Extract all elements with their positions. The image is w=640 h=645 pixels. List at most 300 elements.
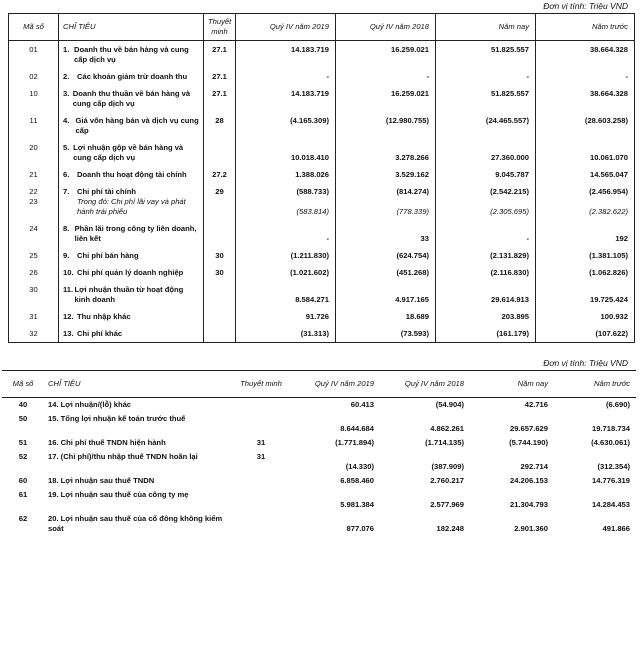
row-value [470,488,554,512]
row-label-line [63,143,199,163]
row-number: 6. [63,170,70,179]
row-code [9,139,59,166]
header-item: CHỈ TIÊU [59,14,204,41]
row-label-line [63,89,199,109]
row-value-main: 19.718.734 [591,424,630,433]
row-value-sub: (778.339) [396,207,429,216]
row-value [470,450,554,474]
row-value [554,488,636,512]
row-label [59,308,204,325]
row-value-main: 38.664.328 [589,45,628,54]
row-value [436,183,536,220]
row-value [290,412,380,436]
row-label-line [63,116,199,136]
row-label: 14. Lợi nhuận/(lỗ) khác [48,400,132,409]
row-value-main: (588.733) [296,187,329,196]
row-label [59,166,204,183]
row-value [336,183,436,220]
row-value-main: 4.917.165 [395,295,429,304]
row-value [436,220,536,247]
row-value-main: 51.825.557 [490,45,529,54]
row-code-value: 11 [29,116,38,125]
row-value-main: (2.456.954) [589,187,628,196]
row-value [236,85,336,112]
row-note [204,220,236,247]
row-value-main: (2.116.830) [490,268,529,277]
row-value-main: 10.061.070 [589,153,628,162]
row-value-main: 491.866 [602,524,630,533]
row-code [9,183,59,220]
row-code [9,166,59,183]
header-prev-year: Năm trước [536,14,635,41]
row-value [536,281,635,308]
unit-label-top: Đơn vị tính: Triệu VND [543,1,628,11]
row-value [236,325,336,343]
row-value-main: (24.465.557) [485,116,529,125]
row-label-line [63,170,199,180]
row-value [554,474,636,488]
row-value [290,488,380,512]
row-note: 27.1 [204,41,236,69]
row-note [232,488,290,512]
row-value [236,166,336,183]
row-label-line [63,187,199,197]
table-row [9,139,635,166]
row-label [59,264,204,281]
row-number: 8. [63,224,70,233]
row-label [59,220,204,247]
row-note: 30 [204,264,236,281]
row-label-text: Chi phí bán hàng [77,251,139,260]
row-value-main: (1.211.830) [290,251,329,260]
row-value-main: 2.577.969 [430,500,464,509]
row-code-value: 20 [29,143,38,152]
row-value [536,68,635,85]
row-value-main: (814.274) [396,187,429,196]
table-row [9,281,635,308]
row-value [236,41,336,69]
row-value-main: 877.076 [346,524,374,533]
row-note: 30 [204,247,236,264]
row-value [336,139,436,166]
row-label: 16. Chi phí thuế TNDN hiện hành [48,438,166,447]
row-number: 3. [63,89,70,98]
row-code: 40 [18,400,28,409]
header-note: Thuyết minh [204,14,236,41]
row-value [470,436,554,450]
row-value-main: 292.714 [520,462,548,471]
table-row [2,512,636,536]
row-value [236,247,336,264]
row-value [554,512,636,536]
row-label-line [63,72,199,82]
row-value [380,436,470,450]
row-value [436,85,536,112]
table-row [9,220,635,247]
table-row [9,264,635,281]
row-value-main: (31.313) [300,329,329,338]
row-code [9,85,59,112]
row-value [536,112,635,139]
row-value [536,85,635,112]
row-code [9,281,59,308]
row-number: 11. [63,285,74,294]
row-label-text: Doanh thu về bán hàng và cung cấp dịch vụ [74,45,189,64]
row-label-text: Thu nhập khác [77,312,131,321]
row-code: 50 [18,414,28,423]
row-label-line [63,329,199,339]
row-code: 51 [18,438,28,447]
table-row [9,308,635,325]
row-value [336,264,436,281]
row-code-value: 24 [29,224,38,233]
row-value-main: - [526,72,529,81]
row-number: 13. [63,329,74,338]
table-row [2,488,636,512]
row-note [232,412,290,436]
row-value-main: 6.858.460 [340,476,374,485]
row-value [536,247,635,264]
row-label: 20. Lợi nhuận sau thuế của cổ đông không kiểm soát [48,514,223,533]
unit-label-bottom: Đơn vị tính: Triệu VND [543,358,628,368]
row-value-main: 1.388.026 [295,170,329,179]
row-note: 27.1 [204,85,236,112]
table-row [9,41,635,69]
row-code-value: 01 [29,45,38,54]
row-label [59,41,204,69]
row-value [380,412,470,436]
row-note: 29 [204,183,236,220]
row-label: 19. Lợi nhuận sau thuế của công ty mẹ [48,490,189,499]
row-code: 61 [18,490,28,499]
row-code [9,308,59,325]
row-value-main: 38.664.328 [589,89,628,98]
row-code-value: 31 [29,312,38,321]
row-value [470,398,554,413]
row-value [336,85,436,112]
row-value [436,281,536,308]
row-value [380,512,470,536]
row-value-main: - [625,72,628,81]
row-value [336,112,436,139]
row-value-main: 8.644.684 [340,424,374,433]
row-value-main: (4.630.061) [591,438,630,447]
row-value [536,308,635,325]
row-label-text: Các khoản giảm trừ doanh thu [77,72,188,81]
row-value-main: 3.529.162 [395,170,429,179]
row-code [9,325,59,343]
row-value [536,220,635,247]
row-code-value: 32 [29,329,38,338]
row-value-main: (5.744.190) [509,438,548,447]
row-value [336,281,436,308]
row-note: 27.1 [204,68,236,85]
row-code [9,220,59,247]
row-code [9,41,59,69]
row-value [236,264,336,281]
row-value-main: 51.825.557 [490,89,529,98]
row-code-value: 21 [29,170,38,179]
row-value-main: 4.862.261 [430,424,464,433]
header-note: Thuyết minh [232,371,290,398]
row-value-main: 14.183.719 [290,89,329,98]
row-code: 62 [18,514,28,523]
row-value [336,325,436,343]
row-value [380,474,470,488]
row-number: 5. [63,143,70,152]
table-row [9,247,635,264]
header-q4-2019: Quý IV năm 2019 [236,14,336,41]
row-value [336,166,436,183]
row-label: 17. (Chi phí)/thu nhập thuế TNDN hoãn lại [48,452,198,461]
row-value-sub: (2.382.622) [589,207,628,216]
row-value [290,436,380,450]
row-value [436,112,536,139]
row-value [236,112,336,139]
row-value-main: (73.593) [400,329,429,338]
row-value [380,488,470,512]
row-value-main: 3.278.266 [395,153,429,162]
row-label [59,68,204,85]
row-note: 31 [256,452,266,461]
row-label [59,325,204,343]
row-value-main: 18.689 [405,312,429,321]
table-row [9,85,635,112]
row-note [204,325,236,343]
row-label-text: Doanh thu hoạt động tài chính [77,170,187,179]
row-label-line [63,45,199,65]
row-value-main: (387.909) [431,462,464,471]
row-value [380,450,470,474]
row-code-value: 10 [29,89,38,98]
row-note [232,398,290,413]
row-label-line [63,251,199,261]
row-note [232,512,290,536]
row-number: 10. [63,268,74,277]
row-value-main: (2.542.215) [490,187,529,196]
table-header-row [9,14,635,41]
row-value [470,512,554,536]
header-code: Mã số [2,371,44,398]
row-value [536,183,635,220]
row-note [204,308,236,325]
row-value-main: (1.714.135) [425,438,464,447]
row-value-main: - [426,72,429,81]
row-value-main: 9.045.787 [495,170,529,179]
row-value [436,139,536,166]
row-code-value: 22 [29,187,38,196]
row-value-main: 27.360.000 [490,153,529,162]
header-code: Mã số [9,14,59,41]
row-value [554,450,636,474]
row-note [232,474,290,488]
row-value [236,281,336,308]
row-value-main: (1.021.602) [290,268,329,277]
row-value [290,450,380,474]
row-number: 2. [63,72,70,81]
table-row [9,325,635,343]
row-value-main: 14.565.047 [589,170,628,179]
row-label [59,85,204,112]
row-label-line [63,285,199,305]
row-value-main: (14.330) [345,462,374,471]
row-code-value: 26 [29,268,38,277]
table-header-row [2,371,636,398]
row-value-main: (2.131.829) [490,251,529,260]
header-this-year: Năm nay [436,14,536,41]
row-label [59,247,204,264]
row-value [436,247,536,264]
row-value-main: 33 [420,234,429,243]
row-value-main: 2.901.360 [514,524,548,533]
row-value-main: (12.980.755) [385,116,429,125]
row-value [290,512,380,536]
row-value-sub: (2.305.695) [490,207,529,216]
row-value-main: (28.603.258) [584,116,628,125]
row-value [554,398,636,413]
row-label-text: Chi phí quản lý doanh nghiệp [77,268,184,277]
row-code: 60 [18,476,28,485]
header-q4-2018: Quý IV năm 2018 [380,371,470,398]
header-prev-year: Năm trước [554,371,636,398]
row-value-main: 5.981.384 [340,500,374,509]
row-value [336,308,436,325]
row-value-main: (54.904) [435,400,464,409]
row-value-main: 91.726 [305,312,329,321]
row-number: 1. [63,45,70,54]
row-code-value: 25 [29,251,38,260]
row-value-main: 192 [615,234,628,243]
row-value-main: 203.895 [501,312,529,321]
row-value-main: 42.716 [524,400,548,409]
row-label: 18. Lợi nhuận sau thuế TNDN [48,476,155,485]
row-code-value: 30 [29,285,38,294]
row-value [236,308,336,325]
row-value-main: 182.248 [436,524,464,533]
row-value [554,412,636,436]
row-number: 7. [63,187,70,196]
row-value [470,412,554,436]
header-q4-2018: Quý IV năm 2018 [336,14,436,41]
table-row [2,436,636,450]
row-value-main: (6.690) [605,400,630,409]
row-code-sub-value: 23 [29,197,38,206]
row-label [59,281,204,308]
row-label-line [63,224,199,244]
row-value-main: 29.657.629 [509,424,548,433]
row-value [436,41,536,69]
row-value-main: 60.413 [350,400,374,409]
row-label [59,183,204,220]
income-statement-table-1 [8,13,635,343]
row-value [336,68,436,85]
row-value [536,166,635,183]
row-label-text: Chi phí khác [77,329,123,338]
row-value [236,183,336,220]
header-q4-2019: Quý IV năm 2019 [290,371,380,398]
row-value-main: 10.018.410 [290,153,329,162]
row-value [436,308,536,325]
row-code [9,247,59,264]
row-value-main: (1.062.826) [589,268,628,277]
row-value-main: - [326,234,329,243]
row-number: 4. [63,116,70,125]
income-statement-table-2 [2,370,636,536]
row-note [204,281,236,308]
row-label-text: Phần lãi trong công ty liên doanh, liên kết [74,224,197,243]
table-row [9,183,635,220]
row-value-main: (1.381.105) [589,251,628,260]
row-code-value: 02 [29,72,38,81]
row-label: 15. Tổng lợi nhuận kế toán trước thuế [48,414,186,423]
header-this-year: Năm nay [470,371,554,398]
row-value [536,325,635,343]
row-sublabel: Trong đó: Chi phí lãi vay và phát hành trái phiếu [77,197,186,216]
row-label-text: Chi phí tài chính [77,187,137,196]
row-value-sub: (583.814) [296,207,329,216]
row-value-main: 2.760.217 [430,476,464,485]
row-value-main: (4.165.309) [290,116,329,125]
row-value-main: 24.206.153 [509,476,548,485]
table-row [9,68,635,85]
row-value [536,139,635,166]
table-row [9,112,635,139]
row-value [336,41,436,69]
row-value [236,220,336,247]
row-value [436,68,536,85]
row-value-main: 14.183.719 [290,45,329,54]
row-value-main: 8.584.271 [295,295,329,304]
row-value-main: - [326,72,329,81]
row-value [380,398,470,413]
header-item: CHỈ TIÊU [44,371,232,398]
row-label [59,139,204,166]
row-value-main: 100.932 [600,312,628,321]
row-value-main: 14.776.319 [591,476,630,485]
row-value [436,325,536,343]
row-value-main: 14.284.453 [591,500,630,509]
row-label [59,112,204,139]
row-value-main: 19.725.424 [589,295,628,304]
row-note: 27.2 [204,166,236,183]
row-label-text: Giá vốn hàng bán và dịch vụ cung cấp [75,116,199,135]
table-row [2,450,636,474]
row-value-main: (1.771.894) [335,438,374,447]
row-code [9,112,59,139]
row-note: 31 [256,438,266,447]
row-value-main: 29.614.913 [490,295,529,304]
row-value-main: (161.179) [496,329,529,338]
row-note: 28 [204,112,236,139]
row-value-main: - [526,234,529,243]
row-value [290,474,380,488]
row-value-main: 16.259.021 [390,89,429,98]
row-value-main: (312.354) [597,462,630,471]
row-code [9,264,59,281]
row-value-main: (451.268) [396,268,429,277]
row-label-line [63,268,199,278]
table-row [2,398,636,413]
table-row [2,412,636,436]
row-value [554,436,636,450]
row-label-text: Lợi nhuận gộp về bán hàng và cung cấp dịch vụ [73,143,184,162]
row-value [436,166,536,183]
row-value [436,264,536,281]
row-note [204,139,236,166]
row-number: 9. [63,251,70,260]
row-value [536,41,635,69]
table-row [2,474,636,488]
